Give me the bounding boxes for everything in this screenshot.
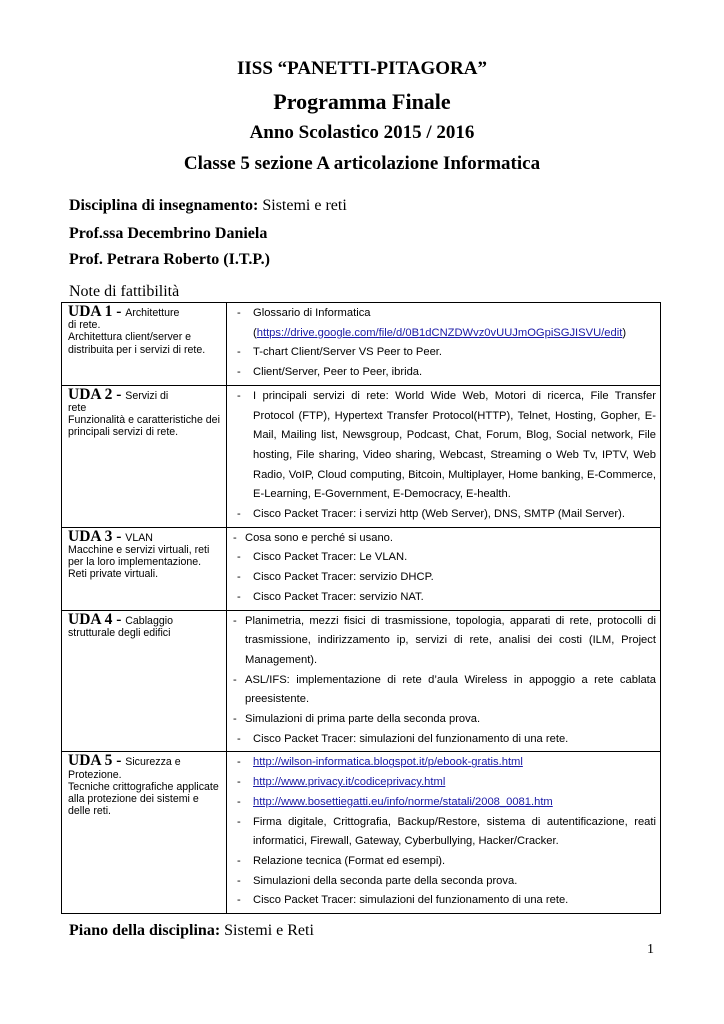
discipline-value: Sistemi e reti bbox=[262, 197, 347, 214]
list-item bbox=[231, 891, 656, 911]
list-item-text: Cisco Packet Tracer: simulazioni del funzionamento di una rete. bbox=[253, 732, 569, 745]
list-item bbox=[231, 671, 656, 710]
uda-title: UDA 5 - bbox=[68, 752, 126, 770]
list-item bbox=[231, 710, 656, 730]
uda-description-cell bbox=[62, 303, 227, 386]
uda-content-cell bbox=[227, 527, 661, 610]
uda-description-cell bbox=[62, 385, 227, 527]
dash-bullet: - bbox=[237, 346, 241, 359]
list-item-text: Planimetria, mezzi fisici di trasmissione, topologia, apparati di rete, protocolli di trasmissione, indirizzamento ip, servizi di rete, analisi dei costi (ILM, Project Management). bbox=[245, 614, 656, 666]
list-item bbox=[231, 813, 656, 852]
list-item-text: Simulazioni di prima parte della seconda prova. bbox=[245, 713, 481, 726]
dash-bullet: - bbox=[237, 732, 241, 745]
dash-bullet: - bbox=[237, 366, 241, 379]
list-item-text: Simulazioni della seconda parte della seconda prova. bbox=[253, 874, 518, 887]
dash-bullet: - bbox=[237, 571, 241, 584]
uda-row bbox=[62, 303, 661, 386]
discipline-label: Disciplina di insegnamento: bbox=[69, 197, 259, 214]
uda-title: UDA 3 - bbox=[68, 527, 126, 545]
dash-bullet: - bbox=[237, 815, 241, 828]
class-info: Classe 5 sezione A articolazione Informatica bbox=[183, 153, 541, 174]
list-item-text: ASL/IFS: implementazione di rete d’aula Wireless in appoggio a rete cablata preesistente. bbox=[245, 673, 656, 706]
list-item bbox=[231, 548, 656, 568]
resource-link[interactable]: http://wilson-informatica.blogspot.it/p/ebook-gratis.html bbox=[253, 756, 523, 769]
uda-desc: Protezione. Tecniche crittografiche applicate alla protezione dei sistemi e delle reti. bbox=[68, 768, 219, 818]
list-item bbox=[231, 773, 656, 793]
list-item-text: Cisco Packet Tracer: i servizi http (Web Server), DNS, SMTP (Mail Server). bbox=[253, 508, 625, 521]
plan-label: Piano della disciplina: bbox=[69, 922, 221, 939]
uda-content-cell bbox=[227, 303, 661, 386]
uda-description-cell bbox=[62, 527, 227, 610]
uda-desc: di rete. Architettura client/server e distribuita per i servizi di rete. bbox=[68, 319, 206, 356]
dash-bullet: - bbox=[233, 531, 237, 544]
list-item bbox=[231, 872, 656, 892]
list-item-text: Firma digitale, Crittografia, Backup/Restore, sistema di autentificazione, reati informatici, Firewall, Gateway, Cyberbullying, Hacker/Cracker. bbox=[253, 815, 656, 848]
dash-bullet: - bbox=[237, 795, 241, 808]
dash-bullet: - bbox=[237, 551, 241, 564]
uda-content-cell bbox=[227, 610, 661, 752]
list-item bbox=[231, 568, 656, 588]
list-item-text: I principali servizi di rete: World Wide Web, Motori di ricerca, File Transfer Protocol (FTP), Hypertext Transfer Protocol(HTTP), Telnet, Hosting, Gopher, E-Mail, Mailing list, Newsgroup, Podcast, Chat, Forum, Blog, Social network, File hosting, File sharing, Video sharing, Webcast, Streaming o Web Tv, IPTV, Web Radio, VoIP, Cloud computing, Bitcoin, Multiplayer, Home banking, E-Commerce, E-Learning, E-Government, E-Democracy, E-health. bbox=[253, 389, 656, 501]
list-item-text: T-chart Client/Server VS Peer to Peer. bbox=[253, 346, 443, 359]
dash-bullet: - bbox=[237, 389, 241, 402]
list-item-text: Cisco Packet Tracer: servizio DHCP. bbox=[253, 571, 434, 584]
dash-bullet: - bbox=[237, 508, 241, 521]
teacher-1: Prof.ssa Decembrino Daniela bbox=[69, 225, 268, 242]
list-item bbox=[231, 612, 656, 671]
feasibility-note-label: Note di fattibilità bbox=[69, 283, 180, 300]
paren-open: ( bbox=[253, 326, 257, 339]
dash-bullet: - bbox=[233, 713, 237, 726]
list-item-link-wrap bbox=[253, 753, 656, 773]
list-item bbox=[231, 343, 656, 363]
list-item bbox=[231, 387, 656, 505]
list-item bbox=[231, 505, 656, 525]
uda-content-cell bbox=[227, 385, 661, 527]
uda-subtitle: VLAN bbox=[125, 531, 153, 544]
dash-bullet: - bbox=[237, 854, 241, 867]
resource-link[interactable]: https://drive.google.com/file/d/0B1dCNZDWvz0vUUJmOGpiSGJISVU/edit bbox=[256, 326, 623, 339]
list-item-text: Cosa sono e perché si usano. bbox=[245, 531, 394, 544]
dash-bullet: - bbox=[237, 756, 241, 769]
discipline-plan-line bbox=[69, 922, 314, 940]
document-title: Programma Finale bbox=[273, 89, 451, 114]
uda-table bbox=[61, 302, 661, 914]
dash-bullet: - bbox=[237, 307, 241, 319]
list-item-link-wrap bbox=[253, 773, 656, 793]
list-item-continuation bbox=[231, 324, 656, 344]
uda-row bbox=[62, 610, 661, 752]
dash-bullet: - bbox=[233, 614, 237, 627]
list-item bbox=[231, 753, 656, 773]
uda-subtitle: Sicurezza e bbox=[125, 756, 181, 769]
list-item-text: Cisco Packet Tracer: servizio NAT. bbox=[253, 590, 424, 603]
list-item bbox=[231, 588, 656, 608]
dash-bullet: - bbox=[237, 894, 241, 907]
resource-link[interactable]: http://www.privacy.it/codiceprivacy.html bbox=[253, 776, 446, 789]
discipline-line bbox=[69, 197, 347, 215]
uda-description-cell bbox=[62, 610, 227, 752]
uda-row bbox=[62, 527, 661, 610]
uda-subtitle: Architetture bbox=[125, 307, 180, 319]
dash-bullet: - bbox=[237, 590, 241, 603]
list-item bbox=[231, 363, 656, 383]
dash-bullet: - bbox=[233, 673, 237, 686]
list-item-link-wrap bbox=[253, 793, 656, 813]
uda-title: UDA 1 - bbox=[68, 303, 126, 320]
uda-description-cell bbox=[62, 752, 227, 914]
dash-bullet: - bbox=[237, 874, 241, 887]
list-item-text: Relazione tecnica (Format ed esempi). bbox=[253, 854, 446, 867]
list-item bbox=[231, 793, 656, 813]
uda-subtitle: Servizi di bbox=[125, 389, 169, 402]
list-item-text: Cisco Packet Tracer: Le VLAN. bbox=[253, 551, 408, 564]
list-item-text: Glossario di Informatica bbox=[253, 307, 371, 319]
uda-title: UDA 2 - bbox=[68, 385, 126, 403]
list-item bbox=[231, 852, 656, 872]
list-item-text: Client/Server, Peer to Peer, ibrida. bbox=[253, 366, 423, 379]
plan-value: Sistemi e Reti bbox=[224, 922, 314, 939]
school-year: Anno Scolastico 2015 / 2016 bbox=[249, 122, 475, 143]
uda-content-cell bbox=[227, 752, 661, 914]
list-item bbox=[231, 304, 656, 324]
list-item-text: Cisco Packet Tracer: simulazioni del funzionamento di una rete. bbox=[253, 894, 569, 907]
uda-title: UDA 4 - bbox=[68, 610, 126, 628]
dash-bullet: - bbox=[237, 776, 241, 789]
uda-row bbox=[62, 752, 661, 914]
teacher-2: Prof. Petrara Roberto (I.T.P.) bbox=[69, 251, 270, 268]
uda-row bbox=[62, 385, 661, 527]
school-name: IISS “PANETTI-PITAGORA” bbox=[236, 58, 488, 79]
uda-subtitle: Cablaggio bbox=[125, 614, 173, 627]
uda-desc: rete Funzionalità e caratteristiche dei principali servizi di rete. bbox=[68, 402, 220, 439]
uda-desc: strutturale degli edifici bbox=[68, 626, 171, 639]
list-item bbox=[231, 730, 656, 750]
resource-link[interactable]: http://www.bosettiegatti.eu/info/norme/statali/2008_0081.htm bbox=[253, 795, 553, 808]
paren-close: ) bbox=[622, 326, 627, 339]
uda-desc: Macchine e servizi virtuali, reti per la loro implementazione. Reti private virtuali. bbox=[68, 543, 210, 581]
page-number: 1 bbox=[647, 942, 654, 957]
list-item bbox=[231, 529, 656, 549]
